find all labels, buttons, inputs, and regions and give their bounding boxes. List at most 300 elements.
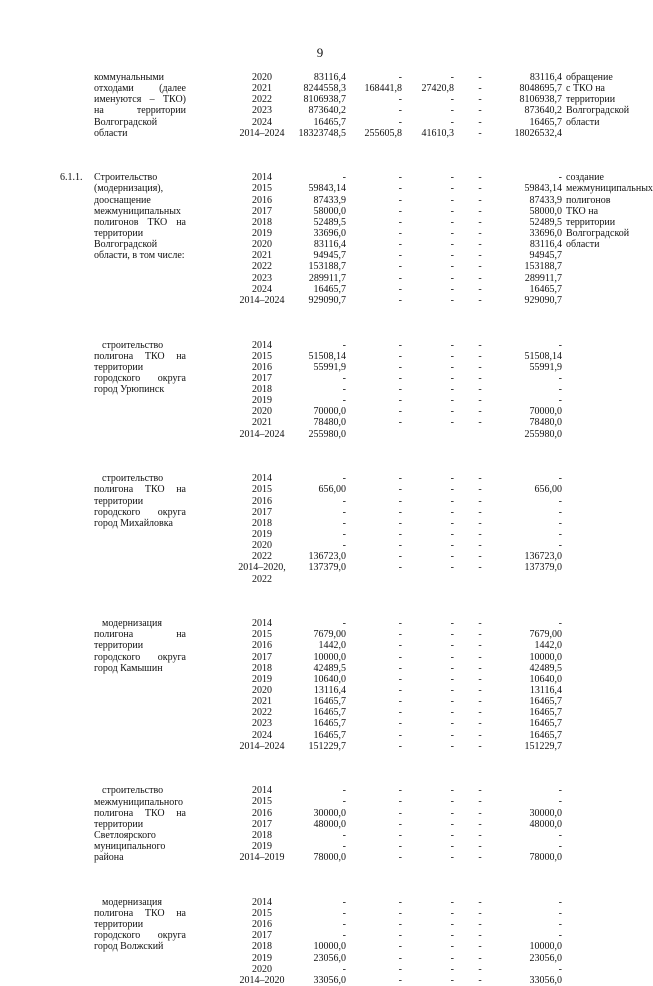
total-cell: - (342, 796, 346, 808)
total-cell: 78000,0 (313, 852, 346, 864)
extrabudgetary-cell: - (558, 528, 562, 540)
table-row (0, 785, 640, 796)
year-cell: 2024 (252, 116, 272, 128)
table-row (0, 908, 640, 919)
extrabudgetary-cell: - (558, 907, 562, 919)
extrabudgetary-cell: - (558, 618, 562, 630)
year-cell: 2014 (252, 473, 272, 485)
table-row (0, 94, 640, 105)
table-row (0, 284, 640, 295)
total-cell: - (342, 829, 346, 841)
regional-budget-cell: - (450, 283, 454, 295)
year-cell: 2016 (252, 194, 272, 206)
regional-budget-cell: - (450, 517, 454, 529)
federal-budget-cell: - (398, 919, 402, 931)
regional-budget-cell: - (450, 294, 454, 306)
regional-budget-cell: - (450, 740, 454, 752)
total-cell: 16465,7 (313, 718, 346, 730)
year-cell: 2023 (252, 105, 272, 117)
year-cell: 2015 (252, 183, 272, 195)
federal-budget-cell: - (398, 696, 402, 708)
year-cell: 2018 (252, 216, 272, 228)
total-cell: 16465,7 (313, 283, 346, 295)
item-result-note: создание межмуниципальных полигонов ТКО на территории Волгоградской области (566, 172, 653, 251)
year-cell: 2021 (252, 250, 272, 262)
extrabudgetary-cell: - (558, 473, 562, 485)
extrabudgetary-cell: 33696,0 (529, 228, 562, 239)
year-cell: 2017 (252, 372, 272, 384)
total-cell: 13116,4 (313, 684, 346, 696)
extrabudgetary-cell: 8048695,7 (519, 83, 562, 95)
local-budget-cell: - (478, 239, 482, 251)
table-row (0, 919, 640, 930)
federal-budget-cell: - (398, 618, 402, 630)
federal-budget-cell: - (398, 283, 402, 295)
total-cell: 78480,0 (313, 417, 346, 429)
table-row (0, 261, 640, 272)
regional-budget-cell: - (450, 896, 454, 908)
table-row (0, 429, 640, 440)
federal-budget-cell: - (398, 250, 402, 262)
extrabudgetary-cell: - (558, 829, 562, 841)
regional-budget-cell: - (450, 395, 454, 407)
federal-budget-cell: - (398, 261, 402, 273)
total-cell: 48000,0 (313, 818, 346, 830)
total-cell: 16465,7 (313, 707, 346, 719)
extrabudgetary-cell: - (558, 506, 562, 518)
federal-budget-cell: - (398, 116, 402, 128)
local-budget-cell: - (478, 250, 482, 262)
year-rows (0, 473, 640, 584)
extrabudgetary-cell: 58000,0 (529, 205, 562, 217)
total-cell: 10640,0 (313, 673, 346, 685)
extrabudgetary-cell: 656,00 (534, 484, 562, 496)
extrabudgetary-cell: 1442,0 (534, 640, 562, 652)
year-cell: 2017 (252, 818, 272, 830)
regional-budget-cell: - (450, 841, 454, 853)
table-row (0, 172, 640, 183)
item-number: 6.1.1. (60, 172, 83, 184)
local-budget-cell: - (478, 640, 482, 652)
table-row (0, 351, 640, 362)
regional-budget-cell: - (450, 540, 454, 552)
table-row (0, 819, 640, 830)
federal-budget-cell: - (398, 829, 402, 841)
regional-budget-cell: - (450, 172, 454, 184)
year-cell: 2014 (252, 618, 272, 630)
table-row (0, 730, 640, 741)
federal-budget-cell: - (398, 662, 402, 674)
total-cell: - (342, 896, 346, 908)
federal-budget-cell: - (398, 841, 402, 853)
total-cell: 33056,0 (313, 974, 346, 986)
regional-budget-cell: - (450, 651, 454, 663)
table-row (0, 551, 640, 562)
federal-budget-cell: - (398, 417, 402, 429)
federal-budget-cell: - (398, 684, 402, 696)
total-cell: - (342, 919, 346, 931)
year-cell: 2023 (252, 272, 272, 284)
total-cell: 136723,0 (308, 551, 346, 563)
federal-budget-cell: - (398, 517, 402, 529)
item-description: модернизация полигона на территории городского округа город Камышин (94, 618, 186, 674)
total-cell: - (342, 963, 346, 975)
table-row (0, 852, 640, 863)
regional-budget-cell: - (450, 618, 454, 630)
extrabudgetary-cell: 87433,9 (529, 194, 562, 206)
extrabudgetary-cell: - (558, 172, 562, 184)
item-description: Строительство (модернизация), дооснащение межмуниципальных полигонов ТКО на территории Волгоградской области, в том числе: (94, 172, 186, 262)
year-cell: 2014–2020, (238, 562, 286, 574)
regional-budget-cell: - (450, 417, 454, 429)
federal-budget-cell: - (398, 361, 402, 373)
local-budget-cell: - (478, 395, 482, 407)
total-cell: 70000,0 (313, 406, 346, 418)
regional-budget-cell: - (450, 372, 454, 384)
total-cell: 83116,4 (313, 72, 346, 83)
regional-budget-cell: - (450, 907, 454, 919)
year-cell: 2015 (252, 796, 272, 808)
regional-budget-cell: - (450, 941, 454, 953)
federal-budget-cell: - (398, 72, 402, 83)
table-row (0, 897, 640, 908)
regional-budget-cell: - (450, 495, 454, 507)
table-row (0, 674, 640, 685)
federal-budget-cell: - (398, 963, 402, 975)
year-rows (0, 897, 640, 986)
year-cell: 2022 (252, 94, 272, 106)
year-cell: 2017 (252, 506, 272, 518)
federal-budget-cell: - (398, 272, 402, 284)
regional-budget-cell: - (450, 105, 454, 117)
total-cell: - (342, 841, 346, 853)
table-row (0, 183, 640, 194)
local-budget-cell: - (478, 785, 482, 797)
federal-budget-cell: - (398, 473, 402, 485)
year-rows (0, 340, 640, 440)
local-budget-cell: - (478, 740, 482, 752)
regional-budget-cell: - (450, 919, 454, 931)
federal-budget-cell: - (398, 183, 402, 195)
year-cell: 2020 (252, 963, 272, 975)
total-cell: 656,00 (318, 484, 346, 496)
regional-budget-cell: - (450, 718, 454, 730)
local-budget-cell: - (478, 629, 482, 641)
total-cell: 83116,4 (313, 239, 346, 251)
regional-budget-cell: - (450, 72, 454, 83)
year-cell: 2022 (252, 551, 272, 563)
extrabudgetary-cell: 255980,0 (524, 428, 562, 440)
total-cell: 52489,5 (313, 216, 346, 228)
year-cell: 2016 (252, 361, 272, 373)
table-row (0, 562, 640, 573)
extrabudgetary-cell: 16465,7 (529, 718, 562, 730)
year-cell: 2021 (252, 83, 272, 95)
total-cell: - (342, 517, 346, 529)
federal-budget-cell: - (398, 350, 402, 362)
total-cell: 33696,0 (313, 228, 346, 239)
total-cell: 55991,9 (313, 361, 346, 373)
local-budget-cell: - (478, 83, 482, 95)
total-cell: 30000,0 (313, 807, 346, 819)
total-cell: - (342, 384, 346, 396)
regional-budget-cell: - (450, 852, 454, 864)
regional-budget-cell: - (450, 361, 454, 373)
year-cell: 2022 (252, 261, 272, 273)
federal-budget-cell: - (398, 896, 402, 908)
local-budget-cell: - (478, 907, 482, 919)
year-cell: 2017 (252, 930, 272, 942)
local-budget-cell: - (478, 729, 482, 741)
local-budget-cell: - (478, 105, 482, 117)
year-cell: 2014–2024 (239, 428, 285, 440)
table-row (0, 195, 640, 206)
regional-budget-cell: - (450, 261, 454, 273)
extrabudgetary-cell: 289911,7 (524, 272, 562, 284)
year-cell: 2018 (252, 941, 272, 953)
table-row (0, 295, 640, 306)
extrabudgetary-cell: 78480,0 (529, 417, 562, 429)
total-cell: 8106938,7 (303, 94, 346, 106)
table-row (0, 250, 640, 261)
year-cell: 2014–2024 (239, 294, 285, 306)
year-cell: 2022 (252, 573, 272, 585)
extrabudgetary-cell: 70000,0 (529, 406, 562, 418)
extrabudgetary-cell: 16465,7 (529, 696, 562, 708)
extrabudgetary-cell: - (558, 896, 562, 908)
local-budget-cell: - (478, 651, 482, 663)
year-cell: 2020 (252, 406, 272, 418)
year-rows (0, 172, 653, 306)
total-cell: 10000,0 (313, 941, 346, 953)
extrabudgetary-cell: 16465,7 (529, 116, 562, 128)
year-rows (0, 785, 640, 863)
local-budget-cell: - (478, 540, 482, 552)
federal-budget-cell: - (398, 651, 402, 663)
total-cell: 8244558,3 (303, 83, 346, 95)
year-cell: 2023 (252, 718, 272, 730)
local-budget-cell: - (478, 796, 482, 808)
table-row (0, 406, 640, 417)
total-cell: 153188,7 (308, 261, 346, 273)
table-row (0, 273, 640, 284)
table-row (0, 640, 640, 651)
federal-budget-cell: - (398, 640, 402, 652)
regional-budget-cell: - (450, 250, 454, 262)
table-row (0, 964, 640, 975)
total-cell: - (342, 930, 346, 942)
extrabudgetary-cell: 7679,00 (529, 629, 562, 641)
regional-budget-cell: - (450, 473, 454, 485)
local-budget-cell: - (478, 562, 482, 574)
regional-budget-cell: - (450, 829, 454, 841)
extrabudgetary-cell: 137379,0 (524, 562, 562, 574)
federal-budget-cell: 168441,8 (364, 83, 402, 95)
table-row (0, 618, 640, 629)
federal-budget-cell: - (398, 818, 402, 830)
total-cell: - (342, 395, 346, 407)
extrabudgetary-cell: - (558, 395, 562, 407)
local-budget-cell: - (478, 673, 482, 685)
local-budget-cell: - (478, 406, 482, 418)
table-row (0, 484, 640, 495)
total-cell: - (342, 540, 346, 552)
year-cell: 2019 (252, 673, 272, 685)
total-cell: - (342, 339, 346, 351)
year-cell: 2018 (252, 384, 272, 396)
federal-budget-cell: - (398, 239, 402, 251)
local-budget-cell: - (478, 417, 482, 429)
regional-budget-cell: - (450, 350, 454, 362)
total-cell: 10000,0 (313, 651, 346, 663)
total-cell: 23056,0 (313, 952, 346, 964)
local-budget-cell: - (478, 517, 482, 529)
year-cell: 2020 (252, 684, 272, 696)
regional-budget-cell: - (450, 640, 454, 652)
year-cell: 2014–2020 (239, 974, 285, 986)
local-budget-cell: - (478, 896, 482, 908)
year-cell: 2024 (252, 283, 272, 295)
table-row (0, 941, 640, 952)
federal-budget-cell: - (398, 930, 402, 942)
table-row (0, 540, 640, 551)
local-budget-cell: - (478, 484, 482, 496)
year-cell: 2014 (252, 785, 272, 797)
table-row (0, 228, 640, 239)
total-cell: - (342, 473, 346, 485)
regional-budget-cell: - (450, 339, 454, 351)
federal-budget-cell: - (398, 172, 402, 184)
federal-budget-cell: - (398, 796, 402, 808)
year-cell: 2016 (252, 640, 272, 652)
extrabudgetary-cell: - (558, 372, 562, 384)
regional-budget-cell: - (450, 930, 454, 942)
local-budget-cell: - (478, 551, 482, 563)
extrabudgetary-cell: 16465,7 (529, 283, 562, 295)
table-row (0, 473, 640, 484)
federal-budget-cell: - (398, 729, 402, 741)
total-cell: 255980,0 (308, 428, 346, 440)
local-budget-cell: - (478, 618, 482, 630)
local-budget-cell: - (478, 707, 482, 719)
table-row (0, 395, 640, 406)
table-row (0, 373, 640, 384)
year-rows (0, 72, 640, 139)
regional-budget-cell: - (450, 506, 454, 518)
extrabudgetary-cell: 51508,14 (524, 350, 562, 362)
total-cell: 18323748,5 (298, 127, 346, 139)
regional-budget-cell: - (450, 796, 454, 808)
local-budget-cell: - (478, 818, 482, 830)
regional-budget-cell: 27420,8 (421, 83, 454, 95)
total-cell: 16465,7 (313, 696, 346, 708)
extrabudgetary-cell: 16465,7 (529, 729, 562, 741)
year-cell: 2016 (252, 919, 272, 931)
table-row (0, 652, 640, 663)
table-row (0, 362, 640, 373)
table-row (0, 529, 640, 540)
extrabudgetary-cell: 10000,0 (529, 651, 562, 663)
local-budget-cell: - (478, 372, 482, 384)
federal-budget-cell: - (398, 941, 402, 953)
total-cell: - (342, 907, 346, 919)
table-row (0, 496, 640, 507)
year-cell: 2024 (252, 729, 272, 741)
table-row (0, 128, 640, 139)
extrabudgetary-cell: 30000,0 (529, 807, 562, 819)
regional-budget-cell: - (450, 272, 454, 284)
year-cell: 2019 (252, 228, 272, 239)
regional-budget-cell: - (450, 707, 454, 719)
regional-budget-cell: - (450, 952, 454, 964)
extrabudgetary-cell: 10640,0 (529, 673, 562, 685)
table-row (0, 340, 640, 351)
federal-budget-cell: - (398, 406, 402, 418)
regional-budget-cell: - (450, 239, 454, 251)
total-cell: 16465,7 (313, 116, 346, 128)
extrabudgetary-cell: 59843,14 (524, 183, 562, 195)
local-budget-cell: - (478, 294, 482, 306)
year-cell: 2014 (252, 896, 272, 908)
federal-budget-cell: - (398, 294, 402, 306)
year-cell: 2016 (252, 807, 272, 819)
extrabudgetary-cell: 23056,0 (529, 952, 562, 964)
total-cell: 873640,2 (308, 105, 346, 117)
table-row (0, 975, 640, 986)
local-budget-cell: - (478, 941, 482, 953)
table-row (0, 629, 640, 640)
federal-budget-cell: - (398, 528, 402, 540)
federal-budget-cell: - (398, 484, 402, 496)
item-description: модернизация полигона ТКО на территории городского округа город Волжский (94, 896, 186, 953)
local-budget-cell: - (478, 495, 482, 507)
local-budget-cell: - (478, 841, 482, 853)
item-description: строительство полигона ТКО на территории городского округа город Урюпинск (94, 339, 186, 396)
regional-budget-cell: - (450, 974, 454, 986)
total-cell: - (342, 618, 346, 630)
local-budget-cell: - (478, 94, 482, 106)
table-row (0, 217, 640, 228)
table-row (0, 808, 640, 819)
federal-budget-cell: - (398, 562, 402, 574)
federal-budget-cell: - (398, 707, 402, 719)
year-cell: 2019 (252, 528, 272, 540)
table-row (0, 239, 640, 250)
extrabudgetary-cell: - (558, 963, 562, 975)
federal-budget-cell: - (398, 807, 402, 819)
federal-budget-cell: - (398, 974, 402, 986)
extrabudgetary-cell: 8106938,7 (519, 94, 562, 106)
table-row (0, 707, 640, 718)
total-cell: 929090,7 (308, 294, 346, 306)
local-budget-cell: - (478, 952, 482, 964)
total-cell: 58000,0 (313, 205, 346, 217)
extrabudgetary-cell: - (558, 540, 562, 552)
year-cell: 2021 (252, 417, 272, 429)
local-budget-cell: - (478, 696, 482, 708)
local-budget-cell: - (478, 852, 482, 864)
local-budget-cell: - (478, 283, 482, 295)
year-cell: 2014 (252, 172, 272, 184)
extrabudgetary-cell: 13116,4 (529, 684, 562, 696)
local-budget-cell: - (478, 528, 482, 540)
table-row (0, 841, 640, 852)
regional-budget-cell: - (450, 384, 454, 396)
regional-budget-cell: - (450, 807, 454, 819)
table-row (0, 685, 640, 696)
year-cell: 2015 (252, 350, 272, 362)
year-cell: 2018 (252, 662, 272, 674)
